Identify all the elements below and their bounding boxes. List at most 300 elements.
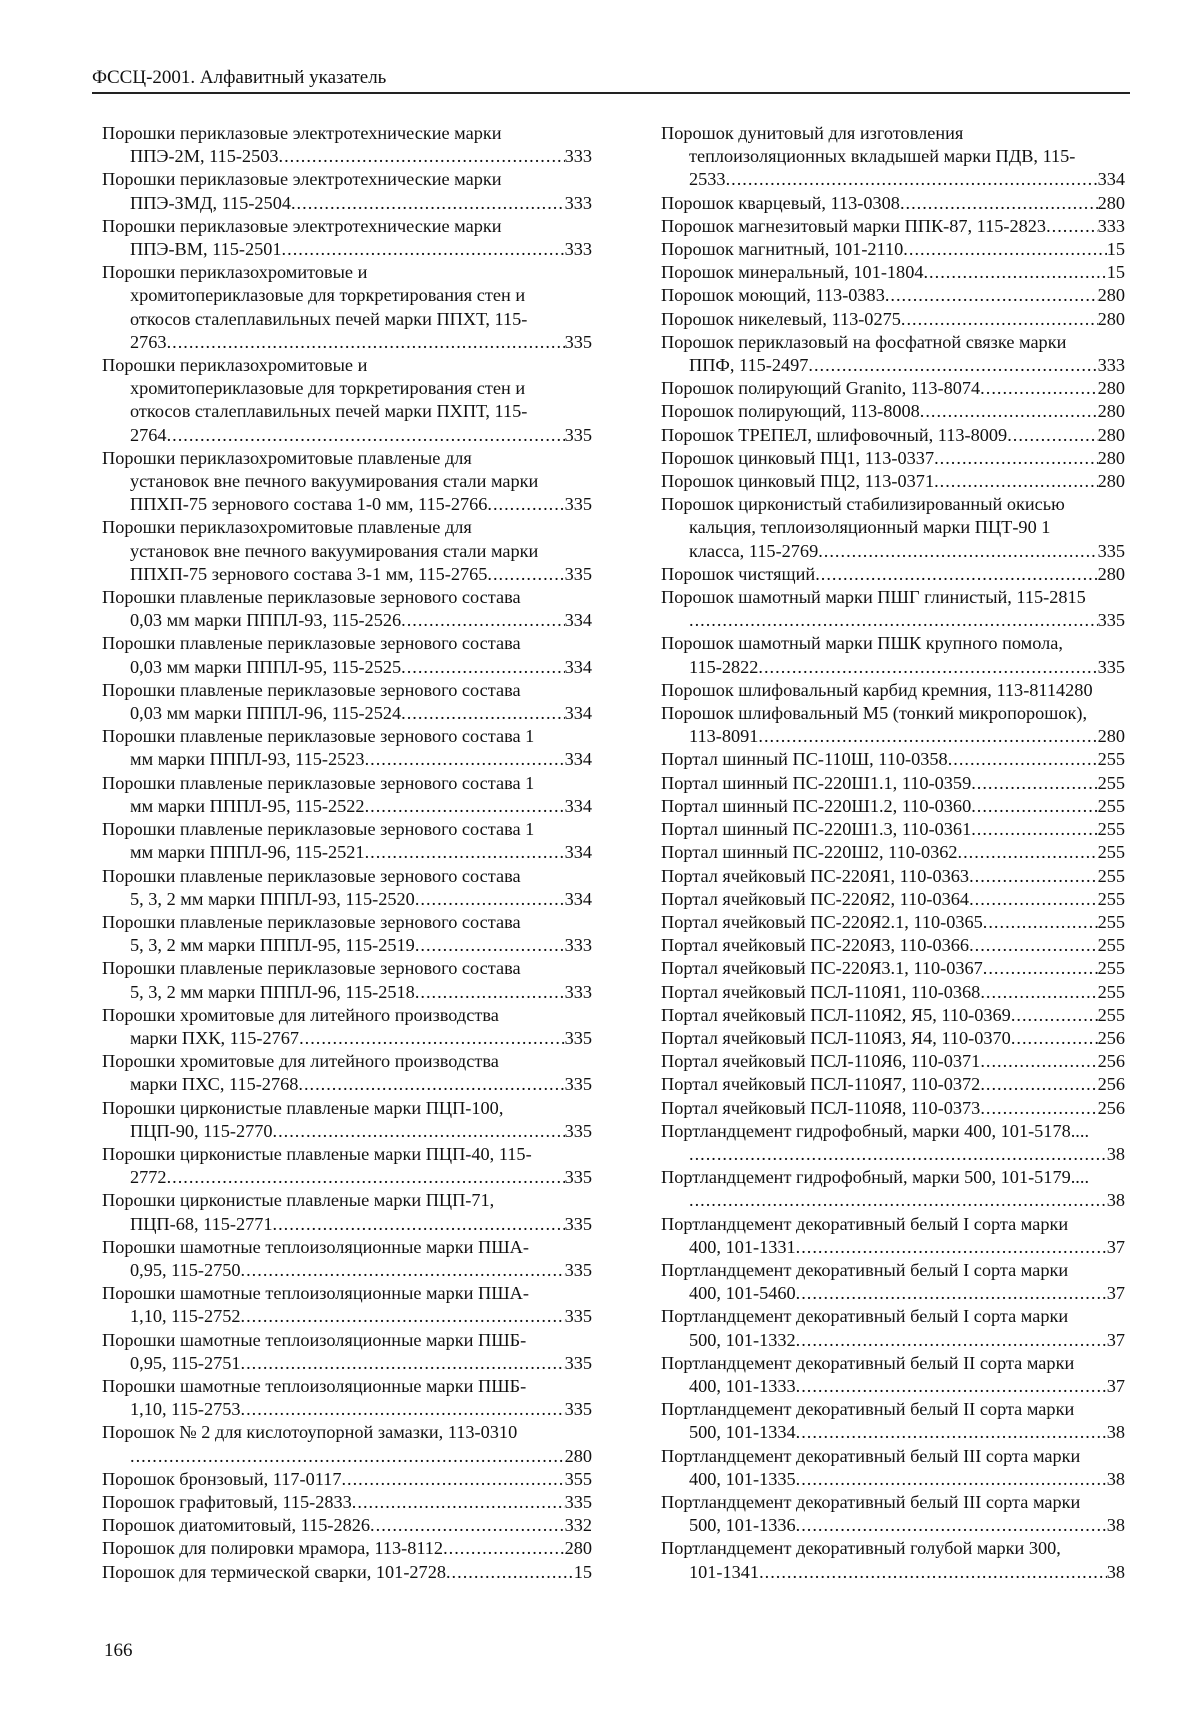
entry-text: 400, 101-1335 [689, 1468, 796, 1489]
entry-text: Портал шинный ПС-220Ш1.1, 110-0359 [661, 772, 972, 793]
entry-line: Порошки хромитовые для литейного производства [102, 1004, 499, 1025]
entry-line [102, 1468, 592, 1491]
index-entry [102, 911, 592, 957]
dot-leader [415, 981, 565, 1004]
entry-text: 500, 101-1334 [689, 1422, 796, 1443]
entry-page-number: 255 [1097, 958, 1125, 979]
dot-leader [796, 1236, 1107, 1259]
entry-page-number: 335 [564, 1259, 592, 1280]
entry-line [661, 609, 1125, 632]
entry-line [102, 1352, 592, 1375]
dot-leader [1011, 1027, 1098, 1050]
entry-line: Порошок шлифовальный М5 (тонкий микропорошок), [661, 703, 1088, 724]
entry-text: ППЭ-2М, 115-2503 [130, 146, 279, 167]
entry-page-number: 335 [564, 563, 592, 584]
entry-line: Портландцемент декоративный белый I сорта марки [661, 1259, 1069, 1280]
entry-line: Порошки плавленые периклазовые зернового состава [102, 911, 521, 932]
entry-page-number: 280 [1097, 308, 1125, 329]
entry-text: Портал ячейковый ПСЛ-110Я2, Я5, 110-0369 [661, 1004, 1011, 1025]
entry-page-number: 334 [564, 749, 592, 770]
entry-line [661, 1329, 1125, 1352]
entry-line: Портландцемент декоративный белый III сорта марки [661, 1445, 1081, 1466]
index-entry [661, 841, 1125, 864]
entry-text: 5, 3, 2 мм марки ПППЛ-95, 115-2519 [130, 935, 415, 956]
entry-line: Порошки плавленые периклазовые зернового состава [102, 587, 521, 608]
entry-text: ППФ, 115-2497 [689, 355, 809, 376]
entry-line [661, 818, 1125, 841]
entry-text: Порошок для полировки мрамора, 113-8112 [102, 1538, 444, 1559]
entry-page-number: 255 [1097, 819, 1125, 840]
page-header [92, 66, 1126, 90]
entry-line: Порошок шамотный марки ПШК крупного помола, [661, 633, 1063, 654]
entry-text: Порошок минеральный, 101-1804 [661, 262, 924, 283]
entry-text: марки ПХК, 115-2767 [130, 1027, 300, 1048]
entry-page-number: 335 [564, 1213, 592, 1234]
dot-leader [365, 795, 565, 818]
entry-page-number: 335 [1097, 610, 1125, 631]
entry-line [102, 1120, 592, 1143]
entry-page-number: 280 [1097, 285, 1125, 306]
entry-text: Порошок кварцевый, 113-0308 [661, 192, 900, 213]
entry-text: Порошок бронзовый, 117-0117 [102, 1468, 342, 1489]
entry-page-number: 255 [1097, 911, 1125, 932]
index-entry [661, 192, 1125, 215]
entry-text: 0,03 мм марки ПППЛ-95, 115-2525 [130, 656, 402, 677]
index-entry [661, 447, 1125, 470]
entry-line [661, 1375, 1125, 1398]
entry-line [661, 470, 1125, 493]
page-number: 166 [104, 1640, 133, 1661]
entry-text: 115-2822 [689, 656, 759, 677]
entry-page-number: 255 [1097, 981, 1125, 1002]
entry-line [661, 354, 1125, 377]
entry-page-number: 335 [564, 331, 592, 352]
entry-page-number: 37 [1106, 1329, 1125, 1350]
entry-text: Портал шинный ПС-220Ш2, 110-0362 [661, 842, 958, 863]
entry-page-number: 280 [1097, 447, 1125, 468]
dot-leader [689, 609, 1098, 632]
entry-line: Порошки шамотные теплоизоляционные марки ПША- [102, 1236, 529, 1257]
entry-line [661, 772, 1125, 795]
entry-line: Порошки плавленые периклазовые зернового состава [102, 679, 521, 700]
dot-leader [958, 841, 1098, 864]
dot-leader [923, 261, 1106, 284]
index-entry [661, 1073, 1125, 1096]
index-entry [661, 679, 1125, 702]
dot-leader [758, 725, 1097, 748]
dot-leader [980, 1097, 1097, 1120]
entry-text: Порошок магнезитовый марки ППК-87, 115-2823 [661, 215, 1047, 236]
entry-page-number: 335 [564, 1399, 592, 1420]
index-entry [102, 1143, 592, 1189]
entry-text: мм марки ПППЛ-95, 115-2522 [130, 795, 365, 816]
entry-text: Портал ячейковый ПС-220Я3, 110-0366 [661, 935, 970, 956]
dot-leader [796, 1468, 1107, 1491]
entry-line [661, 424, 1125, 447]
index-entry [102, 586, 592, 632]
entry-line: Портландцемент декоративный голубой марки 300, [661, 1538, 1061, 1559]
dot-leader [971, 818, 1097, 841]
entry-text: Порошок для термической сварки, 101-2728 [102, 1561, 446, 1582]
entry-line [102, 1259, 592, 1282]
entry-text: Портал шинный ПС-220Ш1.2, 110-0360 [661, 795, 972, 816]
entry-line [661, 1050, 1125, 1073]
entry-line [661, 563, 1125, 586]
entry-text: 0,95, 115-2750 [130, 1259, 241, 1280]
entry-line [661, 1189, 1125, 1212]
entry-page-number: 333 [564, 192, 592, 213]
index-entry [102, 632, 592, 678]
entry-line: Портландцемент декоративный белый I сорта марки [661, 1213, 1069, 1234]
index-entry [661, 1445, 1125, 1491]
entry-text: Порошок полирующий, 113-8008 [661, 401, 920, 422]
dot-leader [980, 1050, 1097, 1073]
entry-line [102, 841, 592, 864]
entry-line [102, 1537, 592, 1560]
dot-leader [401, 609, 564, 632]
entry-line: Порошки цирконистые плавленые марки ПЦП-40, 115- [102, 1143, 532, 1164]
entry-line [661, 1282, 1125, 1305]
index-entry [661, 981, 1125, 1004]
entry-text: Порошок шлифовальный карбид кремния, 113-8114280 [661, 679, 1093, 700]
entry-page-number: 255 [1097, 865, 1125, 886]
dot-leader [443, 1537, 565, 1560]
dot-leader [948, 748, 1098, 771]
entry-page-number: 255 [1097, 749, 1125, 770]
index-entry [102, 1050, 592, 1096]
dot-leader [796, 1282, 1107, 1305]
index-entry [102, 1329, 592, 1375]
dot-leader [401, 702, 564, 725]
dot-leader [903, 238, 1106, 261]
entry-text: мм марки ПППЛ-93, 115-2523 [130, 749, 365, 770]
entry-line [102, 1305, 592, 1328]
index-entry [661, 1352, 1125, 1398]
index-entry [102, 1491, 592, 1514]
index-entry [661, 911, 1125, 934]
dot-leader [900, 192, 1098, 215]
entry-line [661, 447, 1125, 470]
entry-text: Порошок цинковый ПЦ2, 113-0371 [661, 471, 935, 492]
entry-text: ПЦП-90, 115-2770 [130, 1120, 273, 1141]
dot-leader [167, 1166, 565, 1189]
entry-text: 1,10, 115-2753 [130, 1399, 241, 1420]
index-entry [661, 493, 1125, 563]
index-entry [661, 1213, 1125, 1259]
entry-page-number: 255 [1097, 888, 1125, 909]
entry-text: Портал ячейковый ПСЛ-110Я1, 110-0368 [661, 981, 981, 1002]
index-entry [102, 679, 592, 725]
dot-leader [299, 1027, 565, 1050]
entry-page-number: 335 [1097, 656, 1125, 677]
entry-page-number: 334 [564, 795, 592, 816]
dot-leader [980, 377, 1097, 400]
entry-line [102, 238, 592, 261]
dot-leader [446, 1561, 574, 1584]
entry-text: Портал ячейковый ПСЛ-110Я6, 110-0371 [661, 1051, 981, 1072]
dot-leader [341, 1468, 564, 1491]
dot-leader [241, 1305, 565, 1328]
entry-line [102, 331, 592, 354]
entry-line: хромитопериклазовые для торкретирования стен и [130, 285, 526, 306]
entry-page-number: 37 [1106, 1283, 1125, 1304]
dot-leader [983, 911, 1098, 934]
entry-line [102, 145, 592, 168]
dot-leader [282, 238, 565, 261]
entry-line [102, 493, 592, 516]
entry-line: Порошки периклазохромитовые и [102, 355, 368, 376]
entry-line [102, 192, 592, 215]
entry-line [102, 748, 592, 771]
entry-text: Портал ячейковый ПС-220Я3.1, 110-0367 [661, 958, 983, 979]
entry-line: Порошки хромитовые для литейного производства [102, 1051, 499, 1072]
entry-line [102, 981, 592, 1004]
entry-text: 101-1341 [689, 1561, 760, 1582]
index-entry [661, 1027, 1125, 1050]
entry-page-number: 334 [564, 610, 592, 631]
entry-line: Порошки периклазохромитовые плавленые для [102, 517, 472, 538]
index-entry [102, 865, 592, 911]
dot-leader [1007, 424, 1097, 447]
dot-leader [758, 656, 1097, 679]
dot-leader [901, 308, 1098, 331]
entry-line [661, 748, 1125, 771]
entry-line [661, 1561, 1125, 1584]
dot-leader [365, 841, 565, 864]
entry-line: Порошок шамотный марки ПШГ глинистый, 115-2815 [661, 587, 1086, 608]
entry-line [102, 1213, 592, 1236]
entry-line [102, 656, 592, 679]
entry-page-number: 335 [564, 494, 592, 515]
entry-line [661, 1236, 1125, 1259]
dot-leader [971, 795, 1097, 818]
dot-leader [971, 772, 1097, 795]
entry-page-number: 335 [564, 1027, 592, 1048]
entry-line: Портландцемент декоративный белый III сорта марки [661, 1491, 1081, 1512]
dot-leader [969, 888, 1098, 911]
entry-page-number: 280 [564, 1538, 592, 1559]
dot-leader [352, 1491, 565, 1514]
entry-line: Порошки периклазовые электротехнические марки [102, 215, 502, 236]
entry-line: Порошки плавленые периклазовые зернового состава 1 [102, 726, 535, 747]
entry-line [661, 1097, 1125, 1120]
dot-leader [167, 424, 565, 447]
index-entry [661, 772, 1125, 795]
entry-page-number: 334 [564, 888, 592, 909]
index-entry [661, 1097, 1125, 1120]
entry-line: откосов сталеплавильных печей марки ППХТ, 115- [130, 308, 528, 329]
entry-line: Порошки периклазохромитовые плавленые для [102, 447, 472, 468]
index-entry [102, 818, 592, 864]
entry-line: Порошки плавленые периклазовые зернового состава 1 [102, 772, 535, 793]
entry-text: 2763 [130, 331, 167, 352]
dot-leader [796, 1421, 1107, 1444]
entry-line: Порошок периклазовый на фосфатной связке марки [661, 331, 1067, 352]
entry-text: Портал ячейковый ПСЛ-110Я7, 110-0372 [661, 1074, 981, 1095]
entry-line [102, 609, 592, 632]
index-entry [661, 400, 1125, 423]
index-entry [661, 934, 1125, 957]
dot-leader [241, 1398, 565, 1421]
entry-line: Порошки периклазохромитовые и [102, 262, 368, 283]
entry-page-number: 38 [1106, 1468, 1125, 1489]
entry-line: Портландцемент декоративный белый I сорта марки [661, 1306, 1069, 1327]
entry-line [102, 888, 592, 911]
entry-line [102, 1445, 592, 1468]
index-entry [661, 1120, 1125, 1166]
entry-page-number: 280 [564, 1445, 592, 1466]
entry-text: Портал ячейковый ПС-220Я1, 110-0363 [661, 865, 970, 886]
dot-leader [689, 1189, 1107, 1212]
entry-line [661, 656, 1125, 679]
index-entry [661, 563, 1125, 586]
dot-leader [885, 284, 1098, 307]
index-entry [102, 772, 592, 818]
entry-line: хромитопериклазовые для торкретирования стен и [130, 378, 526, 399]
entry-line [102, 1073, 592, 1096]
entry-page-number: 335 [564, 1074, 592, 1095]
entry-page-number: 37 [1106, 1236, 1125, 1257]
entry-line: Порошки периклазовые электротехнические марки [102, 169, 502, 190]
entry-page-number: 255 [1097, 772, 1125, 793]
dot-leader [815, 563, 1097, 586]
dot-leader [273, 1120, 565, 1143]
entry-text: 400, 101-1331 [689, 1236, 796, 1257]
entry-line: Порошки плавленые периклазовые зернового состава [102, 958, 521, 979]
dot-leader [983, 957, 1098, 980]
entry-text: Порошок полирующий Granito, 113-8074 [661, 378, 981, 399]
entry-line [102, 702, 592, 725]
entry-page-number: 15 [573, 1561, 592, 1582]
entry-page-number: 334 [564, 842, 592, 863]
index-entry [661, 818, 1125, 841]
entry-line [102, 1398, 592, 1421]
entry-page-number: 335 [564, 1306, 592, 1327]
dot-leader [689, 1143, 1107, 1166]
index-entry [102, 957, 592, 1003]
entry-line [661, 679, 1125, 702]
index-entry [102, 1537, 592, 1560]
index-entry [661, 1004, 1125, 1027]
entry-line: Портландцемент гидрофобный, марки 400, 101-5178.... [661, 1120, 1090, 1141]
index-entry [102, 1468, 592, 1491]
entry-line: Порошок цирконистый стабилизированный окисью [661, 494, 1065, 515]
entry-text: Порошок графитовый, 115-2833 [102, 1491, 352, 1512]
entry-line: Порошки шамотные теплоизоляционные марки ПШБ- [102, 1329, 527, 1350]
index-entry [661, 702, 1125, 748]
entry-line: Порошки плавленые периклазовые зернового состава [102, 865, 521, 886]
dot-leader [241, 1259, 565, 1282]
entry-line: установок вне печного вакуумирования стали марки [130, 540, 539, 561]
index-entry [102, 1514, 592, 1537]
index-entry [102, 1421, 592, 1467]
entry-page-number: 280 [1097, 192, 1125, 213]
entry-line: Порошок дунитовый для изготовления [661, 123, 964, 143]
dot-leader [401, 656, 564, 679]
entry-text: ППХП-75 зернового состава 1-0 мм, 115-2766 [130, 494, 488, 515]
index-entry [661, 957, 1125, 980]
entry-text: 2764 [130, 424, 167, 445]
entry-line [102, 1166, 592, 1189]
dot-leader [487, 563, 564, 586]
entry-text: класса, 115-2769 [689, 540, 819, 561]
entry-page-number: 335 [564, 1120, 592, 1141]
index-entry [661, 238, 1125, 261]
entry-text: 5, 3, 2 мм марки ПППЛ-93, 115-2520 [130, 888, 415, 909]
index-entry [661, 586, 1125, 632]
entry-line [102, 795, 592, 818]
dot-leader [241, 1352, 565, 1375]
dot-leader [273, 1213, 565, 1236]
entry-text: 400, 101-1333 [689, 1375, 796, 1396]
index-entry [102, 1375, 592, 1421]
entry-line [661, 400, 1125, 423]
index-entry [102, 1282, 592, 1328]
index-entry [102, 122, 592, 168]
dot-leader [279, 145, 565, 168]
index-entry [661, 308, 1125, 331]
entry-text: ППХП-75 зернового состава 3-1 мм, 115-2765 [130, 563, 488, 584]
index-entry [661, 1259, 1125, 1305]
index-entry [661, 1537, 1125, 1583]
entry-page-number: 335 [564, 1167, 592, 1188]
entry-text: Портал ячейковый ПС-220Я2, 110-0364 [661, 888, 970, 909]
entry-line: Портландцемент гидрофобный, марки 500, 101-5179.... [661, 1167, 1090, 1188]
entry-line [102, 1561, 592, 1584]
entry-line [661, 1027, 1125, 1050]
entry-text: 5, 3, 2 мм марки ПППЛ-96, 115-2518 [130, 981, 415, 1002]
entry-line [102, 1491, 592, 1514]
dot-leader [796, 1514, 1107, 1537]
entry-page-number: 15 [1106, 262, 1125, 283]
entry-text: ППЭ-ЗМД, 115-2504 [130, 192, 291, 213]
entry-line: Портландцемент декоративный белый II сорта марки [661, 1352, 1075, 1373]
entry-page-number: 38 [1106, 1190, 1125, 1211]
dot-leader [808, 354, 1097, 377]
entry-page-number: 335 [564, 424, 592, 445]
entry-line [102, 563, 592, 586]
entry-line: теплоизоляционных вкладышей марки ПДВ, 115- [689, 146, 1076, 167]
entry-page-number: 280 [1097, 471, 1125, 492]
entry-page-number: 255 [1097, 795, 1125, 816]
entry-line [661, 1514, 1125, 1537]
entry-line [661, 261, 1125, 284]
dot-leader [415, 934, 565, 957]
entry-text: Порошок моющий, 113-0383 [661, 285, 885, 306]
entry-line: откосов сталеплавильных печей марки ПХПТ, 115- [130, 401, 528, 422]
header-title: ФССЦ-2001. Алфавитный указатель [92, 67, 387, 88]
index-entry [661, 377, 1125, 400]
index-column-right [661, 122, 1125, 1584]
entry-page-number: 256 [1097, 1074, 1125, 1095]
entry-text: 500, 101-1336 [689, 1515, 796, 1536]
dot-leader [370, 1514, 565, 1537]
entry-page-number: 255 [1097, 842, 1125, 863]
dot-leader [934, 447, 1097, 470]
entry-line: установок вне печного вакуумирования стали марки [130, 471, 539, 492]
index-entry [661, 470, 1125, 493]
dot-leader [920, 400, 1098, 423]
dot-leader [726, 168, 1098, 191]
entry-page-number: 335 [564, 1491, 592, 1512]
entry-line [102, 1027, 592, 1050]
index-entry [661, 632, 1125, 678]
entry-page-number: 280 [1097, 401, 1125, 422]
index-entry [661, 1491, 1125, 1537]
entry-line [661, 841, 1125, 864]
entry-line: кальция, теплоизоляционный марки ПЦТ-90 1 [689, 517, 1051, 538]
index-entry [661, 888, 1125, 911]
